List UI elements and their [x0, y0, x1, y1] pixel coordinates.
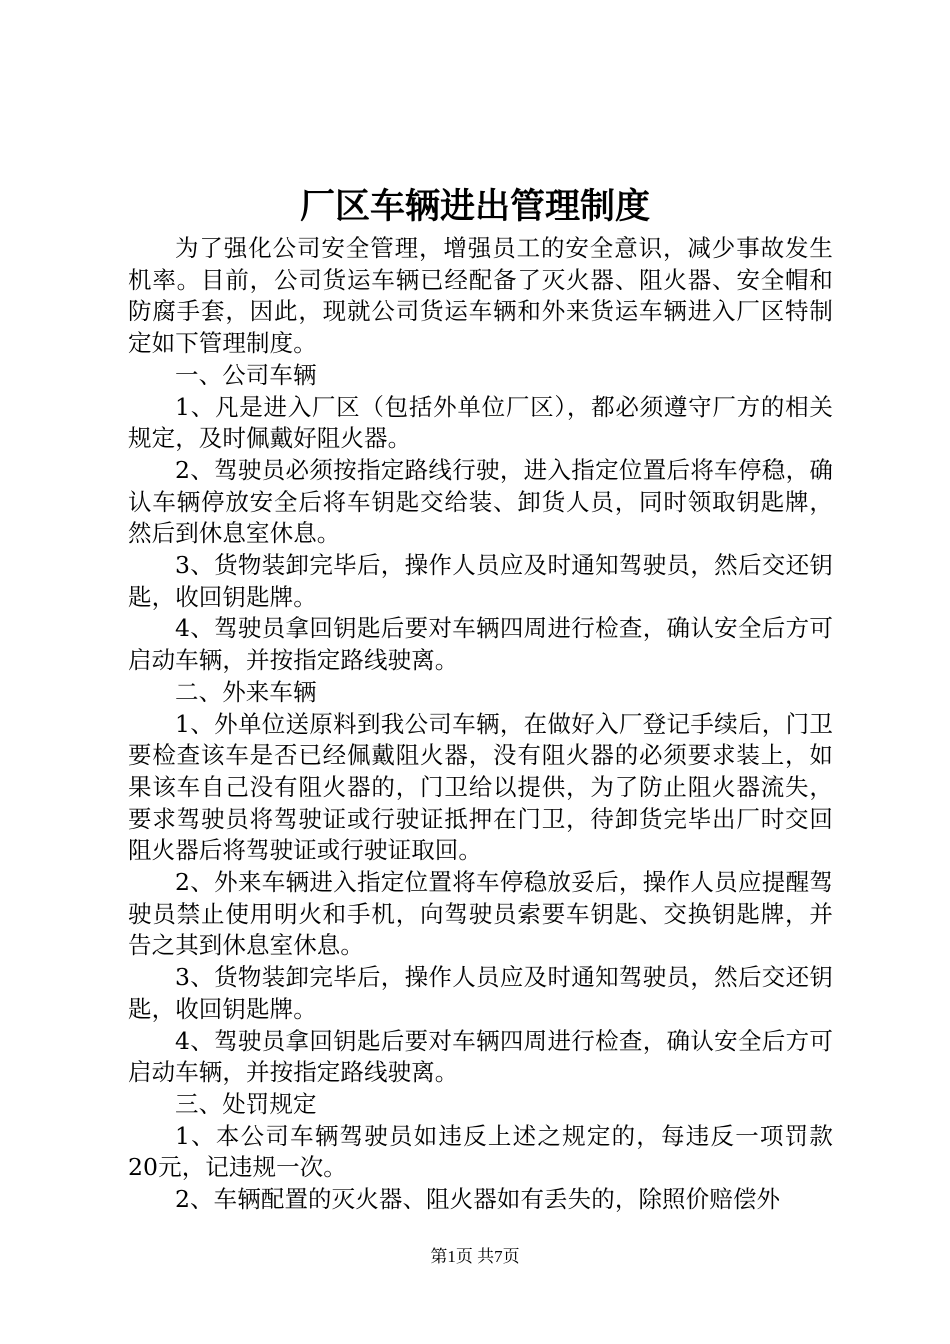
- company-rule-2: 2、驾驶员必须按指定路线行驶，进入指定位置后将车停稳，确认车辆停放安全后将车钥匙交给装、卸货人员，同时领取钥匙牌，然后到休息室休息。: [128, 455, 833, 548]
- external-rule-4: 4、驾驶员拿回钥匙后要对车辆四周进行检查，确认安全后方可启动车辆，并按指定路线驶离。: [128, 1026, 833, 1087]
- intro-paragraph: 为了强化公司安全管理，增强员工的安全意识，减少事故发生机率。目前，公司货运车辆已经配备了灭火器、阻火器、安全帽和防腐手套，因此，现就公司货运车辆和外来货运车辆进入厂区特制定如下管理制度。: [128, 234, 833, 358]
- section-heading-external-vehicles: 二、外来车辆: [175, 677, 317, 706]
- external-rule-1: 1、外单位送原料到我公司车辆，在做好入厂登记手续后，门卫要检查该车是否已经佩戴阻火器，没有阻火器的必须要求装上，如果该车自己没有阻火器的，门卫给以提供，为了防止阻火器流失，要求驾驶员将驾驶证或行驶证抵押在门卫，待卸货完毕出厂时交回阻火器后将驾驶证或行驶证取回。: [128, 709, 833, 865]
- document-body: [128, 233, 833, 1216]
- company-rule-4: 4、驾驶员拿回钥匙后要对车辆四周进行检查，确认安全后方可启动车辆，并按指定路线驶离。: [128, 614, 833, 675]
- section-heading-penalties: 三、处罚规定: [175, 1089, 317, 1118]
- company-rule-3: 3、货物装卸完毕后，操作人员应及时通知驾驶员，然后交还钥匙，收回钥匙牌。: [128, 551, 833, 611]
- external-rule-3: 3、货物装卸完毕后，操作人员应及时通知驾驶员，然后交还钥匙，收回钥匙牌。: [128, 963, 833, 1023]
- document-title: 厂区车辆进出管理制度: [299, 186, 650, 227]
- section-heading-company-vehicles: 一、公司车辆: [175, 360, 317, 389]
- company-rule-1: 1、凡是进入厂区（包括外单位厂区），都必须遵守厂方的相关规定，及时佩戴好阻火器。: [128, 392, 833, 453]
- page-footer: 第1页 共7页: [430, 1247, 520, 1266]
- penalty-rule-2: 2、车辆配置的灭火器、阻火器如有丢失的，除照价赔偿外: [175, 1185, 781, 1214]
- external-rule-2: 2、外来车辆进入指定位置将车停稳放妥后，操作人员应提醒驾驶员禁止使用明火和手机，向驾驶员索要车钥匙、交换钥匙牌，并告之其到休息室休息。: [128, 868, 833, 960]
- penalty-rule-1: 1、本公司车辆驾驶员如违反上述之规定的，每违反一项罚款20元，记违规一次。: [128, 1121, 833, 1182]
